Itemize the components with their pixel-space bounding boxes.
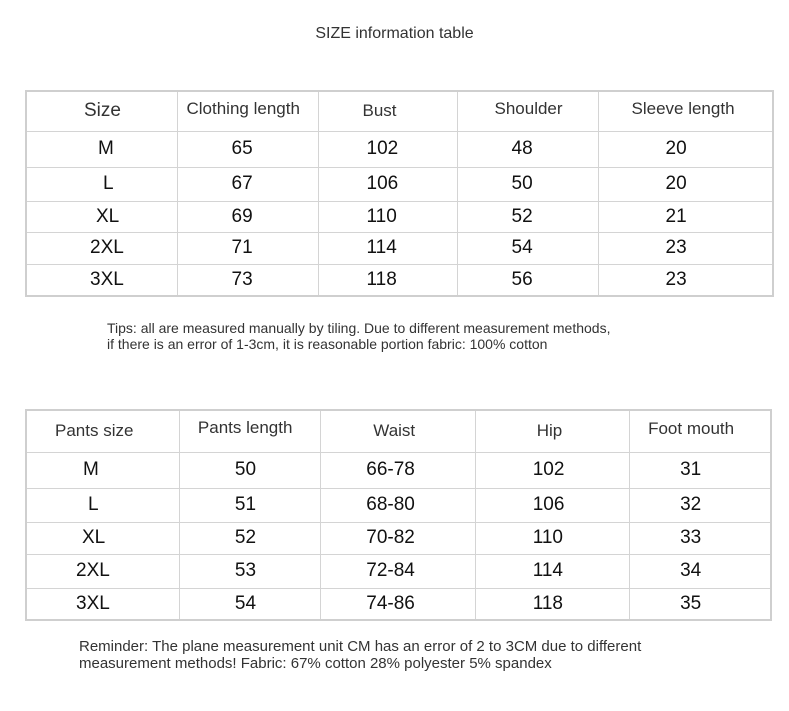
table-cell: 118 bbox=[318, 264, 457, 296]
pants-size-table bbox=[25, 409, 772, 621]
table-cell: 71 bbox=[177, 232, 318, 264]
table-cell: 33 bbox=[630, 522, 771, 554]
table-cell: 21 bbox=[598, 201, 773, 232]
table-cell: 56 bbox=[457, 264, 598, 296]
table-cell: 66-78 bbox=[321, 452, 475, 488]
table-cell: 72-84 bbox=[321, 554, 475, 588]
table-cell: 102 bbox=[475, 452, 629, 488]
table-row bbox=[26, 488, 771, 522]
table-cell: 23 bbox=[598, 232, 773, 264]
table-cell: 67 bbox=[177, 167, 318, 201]
table-cell: 106 bbox=[475, 488, 629, 522]
table-cell: 34 bbox=[630, 554, 771, 588]
size-cell: M bbox=[26, 131, 177, 167]
size-cell: XL bbox=[26, 522, 179, 554]
table-cell: 52 bbox=[457, 201, 598, 232]
header-cell: Bust bbox=[318, 91, 457, 131]
table-cell: 65 bbox=[177, 131, 318, 167]
table-cell: 20 bbox=[598, 131, 773, 167]
reminder-line: Reminder: The plane measurement unit CM has an error of 2 to 3CM due to different bbox=[79, 638, 642, 655]
header-cell: Clothing length bbox=[177, 91, 318, 131]
table-cell: 114 bbox=[475, 554, 629, 588]
size-cell: L bbox=[26, 167, 177, 201]
table-cell: 54 bbox=[179, 588, 320, 620]
table-row bbox=[26, 232, 773, 264]
measurement-tips bbox=[107, 320, 727, 352]
tips-line: if there is an error of 1-3cm, it is reasonable portion fabric: 100% cotton bbox=[107, 336, 548, 352]
table-cell: 52 bbox=[179, 522, 320, 554]
table-row bbox=[26, 167, 773, 201]
table-cell: 31 bbox=[630, 452, 771, 488]
size-cell: 3XL bbox=[26, 264, 177, 296]
header-cell: Hip bbox=[475, 410, 629, 452]
header-cell: Waist bbox=[321, 410, 475, 452]
table-cell: 110 bbox=[475, 522, 629, 554]
size-cell: 2XL bbox=[26, 554, 179, 588]
table-cell: 110 bbox=[318, 201, 457, 232]
header-cell: Pants length bbox=[179, 410, 320, 452]
top-size-table bbox=[25, 90, 774, 297]
table-cell: 35 bbox=[630, 588, 771, 620]
table-header-row bbox=[26, 91, 773, 131]
size-cell: 2XL bbox=[26, 232, 177, 264]
table-cell: 70-82 bbox=[321, 522, 475, 554]
size-cell: M bbox=[26, 452, 179, 488]
table-cell: 69 bbox=[177, 201, 318, 232]
table-cell: 51 bbox=[179, 488, 320, 522]
table-row bbox=[26, 264, 773, 296]
table-cell: 106 bbox=[318, 167, 457, 201]
table-row bbox=[26, 452, 771, 488]
reminder-line: measurement methods! Fabric: 67% cotton 28% polyester 5% spandex bbox=[79, 655, 552, 672]
measurement-reminder bbox=[79, 638, 759, 672]
table-cell: 73 bbox=[177, 264, 318, 296]
table-cell: 50 bbox=[179, 452, 320, 488]
table-cell: 114 bbox=[318, 232, 457, 264]
table-cell: 48 bbox=[457, 131, 598, 167]
table-row bbox=[26, 588, 771, 620]
header-cell: Shoulder bbox=[457, 91, 598, 131]
table-cell: 53 bbox=[179, 554, 320, 588]
header-cell: Sleeve length bbox=[598, 91, 773, 131]
size-cell: XL bbox=[26, 201, 177, 232]
header-cell: Pants size bbox=[26, 410, 179, 452]
table-cell: 23 bbox=[598, 264, 773, 296]
size-cell: 3XL bbox=[26, 588, 179, 620]
table-cell: 68-80 bbox=[321, 488, 475, 522]
size-cell: L bbox=[26, 488, 179, 522]
table-cell: 32 bbox=[630, 488, 771, 522]
table-cell: 74-86 bbox=[321, 588, 475, 620]
header-cell: Size bbox=[26, 91, 177, 131]
tips-line: Tips: all are measured manually by tiling. Due to different measurement methods, bbox=[107, 320, 611, 336]
table-cell: 102 bbox=[318, 131, 457, 167]
header-cell: Foot mouth bbox=[630, 410, 771, 452]
table-cell: 118 bbox=[475, 588, 629, 620]
table-cell: 20 bbox=[598, 167, 773, 201]
table-row bbox=[26, 131, 773, 167]
table-row bbox=[26, 522, 771, 554]
table-cell: 54 bbox=[457, 232, 598, 264]
table-header-row bbox=[26, 410, 771, 452]
table-row bbox=[26, 201, 773, 232]
table-row bbox=[26, 554, 771, 588]
page-title: SIZE information table bbox=[315, 25, 474, 42]
table-cell: 50 bbox=[457, 167, 598, 201]
